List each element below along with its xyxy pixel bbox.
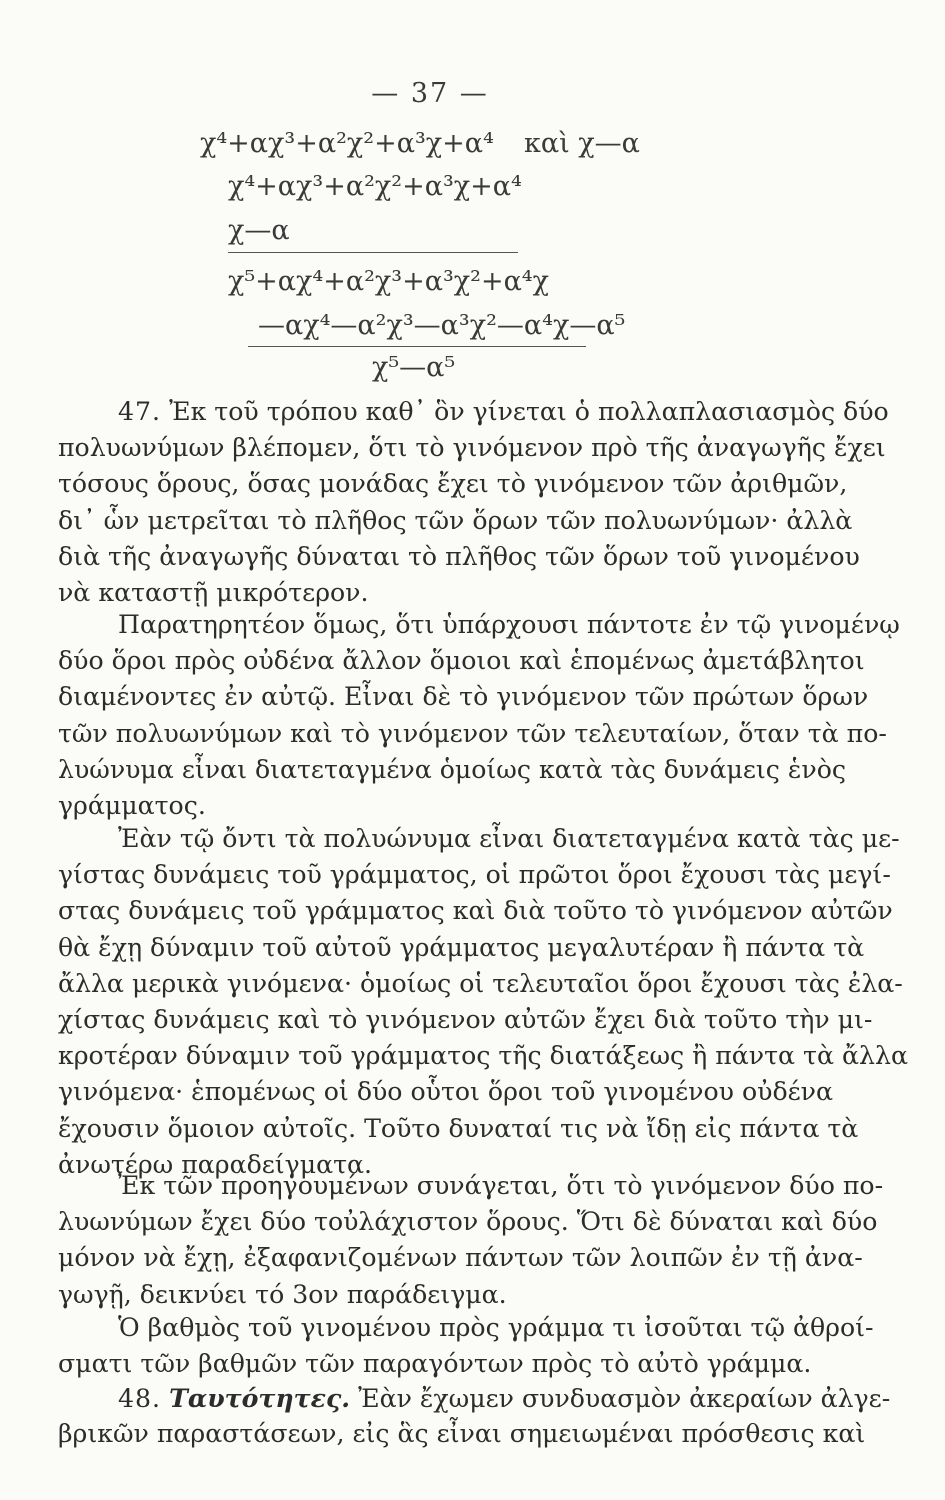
text-line: γράμματος. [58, 790, 206, 820]
text-line: κροτέραν δύναμιν τοῦ γράμματος τῆς διατάξεως ἢ πάντα τὰ ἄλλα [58, 1041, 908, 1071]
text-line: γωγῇ, δεικνύει τό 3ον παράδειγμα. [58, 1279, 507, 1309]
paragraph-48 [58, 1380, 891, 1452]
math-partial-product-1: χ⁵+αχ⁴+α²χ³+α³χ²+α⁴χ [228, 266, 549, 297]
text-line: ἄλλα μερικὰ γινόμενα· ὁμοίως οἱ τελευταῖοι ὅροι ἔχουσι τὰς ἐλα- [58, 968, 903, 998]
paragraph-observation [58, 607, 900, 824]
text-line: διὰ τῆς ἀναγωγῆς δύναται τὸ πλῆθος τῶν ὅρων τοῦ γινομένου [58, 541, 860, 571]
text-line: διαμένοντες ἐν αὐτῷ. Εἶναι δὲ τὸ γινόμενον τῶν πρώτων ὅρων [58, 682, 869, 712]
text-line [58, 394, 889, 430]
paragraph-47 [58, 394, 889, 611]
text-segment: Ἐὰν ἔχωμεν συνδυασμὸν ἀκεραίων ἀλγε- [358, 1384, 891, 1413]
text-line: δι᾿ ὧν μετρεῖται τὸ πλῆθος τῶν ὅρων τῶν πολυωνύμων· ἀλλὰ [58, 505, 853, 535]
page-number: — 37 — [371, 78, 489, 109]
math-header-left: χ⁴+αχ³+α²χ²+α³χ+α⁴ [200, 128, 494, 159]
text-segment: Ἐκ τοῦ τρόπου καθ᾿ ὃν γίνεται ὁ πολλαπλασιασμὸς δύο [169, 397, 889, 426]
paragraph-conclusion [58, 1168, 884, 1313]
text-line: στας δυνάμεις τοῦ γράμματος καὶ διὰ τοῦτο τὸ γινόμενον αὐτῶν [58, 896, 893, 926]
text-line: βρικῶν παραστάσεων, εἰς ἃς εἶναι σημειωμέναι πρόσθεσις καὶ [58, 1419, 866, 1449]
math-result: χ⁵—α⁵ [372, 352, 456, 383]
text-line: τῶν πολυωνύμων καὶ τὸ γινόμενον τῶν τελευταίων, ὅταν τὰ πο- [58, 718, 887, 748]
math-partial-product-2: —αχ⁴—α²χ³—α³χ²—α⁴χ—α⁵ [258, 310, 626, 341]
section-title: Ταυτότητες. [169, 1383, 351, 1413]
text-line: θὰ ἔχῃ δύναμιν τοῦ αὐτοῦ γράμματος μεγαλυτέραν ἢ πάντα τὰ [58, 932, 865, 962]
rule-line-1 [228, 252, 518, 253]
text-line: ἔχουσιν ὅμοιον αὐτοῖς. Τοῦτο δυναταί τις νὰ ἴδῃ εἰς πάντα τὰ [58, 1113, 859, 1143]
text-line: νὰ καταστῇ μικρότερον. [58, 577, 369, 607]
text-line: Παρατηρητέον ὅμως, ὅτι ὑπάρχουσι πάντοτε ἐν τῷ γινομένῳ [118, 610, 900, 639]
text-line: Ἐὰν τῷ ὄντι τὰ πολυώνυμα εἶναι διατεταγμένα κατὰ τὰς με- [118, 824, 900, 853]
text-line: δύο ὅροι πρὸς οὐδένα ἄλλον ὅμοιοι καὶ ἑπομένως ἀμετάβλητοι [58, 646, 865, 676]
text-line: πολυωνύμων βλέπομεν, ὅτι τὸ γινόμενον πρὸ τῆς ἀναγωγῆς ἔχει [58, 433, 886, 463]
text-line: μόνον νὰ ἔχῃ, ἐξαφανιζομένων πάντων τῶν λοιπῶν ἐν τῇ ἀνα- [58, 1243, 863, 1273]
text-line: γίστας δυνάμεις τοῦ γράμματος, οἱ πρῶτοι ὅροι ἔχουσι τὰς μεγί- [58, 860, 891, 890]
section-number: 47. [118, 397, 162, 426]
paragraph-ordering [58, 821, 908, 1183]
section-number: 48. [118, 1384, 162, 1413]
text-line: Ὁ βαθμὸς τοῦ γινομένου πρὸς γράμμα τι ἰσοῦται τῷ ἀθροί- [118, 1313, 874, 1342]
text-line: σματι τῶν βαθμῶν τῶν παραγόντων πρὸς τὸ αὐτὸ γράμμα. [58, 1349, 812, 1379]
text-line: χίστας δυνάμεις καὶ τὸ γινόμενον αὐτῶν ἔχει διὰ τοῦτο τὴν μι- [58, 1004, 873, 1034]
paragraph-degree [58, 1310, 874, 1382]
math-multiplier: χ—α [228, 215, 290, 246]
text-line: λυώνυμα εἶναι διατεταγμένα ὁμοίως κατὰ τὰς δυνάμεις ἑνὸς [58, 754, 847, 784]
rule-line-2 [248, 346, 586, 347]
math-header-right: καὶ χ—α [524, 128, 640, 159]
text-line: λυωνύμων ἔχει δύο τοὐλάχιστον ὅρους. Ὅτι δὲ δύναται καὶ δύο [58, 1207, 878, 1237]
text-line [58, 1380, 891, 1416]
text-line: ἀνωτέρω παραδείγματα. [58, 1149, 373, 1179]
math-multiplicand: χ⁴+αχ³+α²χ²+α³χ+α⁴ [228, 171, 522, 202]
text-line: τόσους ὅρους, ὅσας μονάδας ἔχει τὸ γινόμενον τῶν ἀριθμῶν, [58, 469, 848, 499]
text-line: γινόμενα· ἑπομένως οἱ δύο οὗτοι ὅροι τοῦ γινομένου οὐδένα [58, 1077, 833, 1107]
text-line: Ἐκ τῶν προηγουμένων συνάγεται, ὅτι τὸ γινόμενον δύο πο- [118, 1171, 884, 1200]
